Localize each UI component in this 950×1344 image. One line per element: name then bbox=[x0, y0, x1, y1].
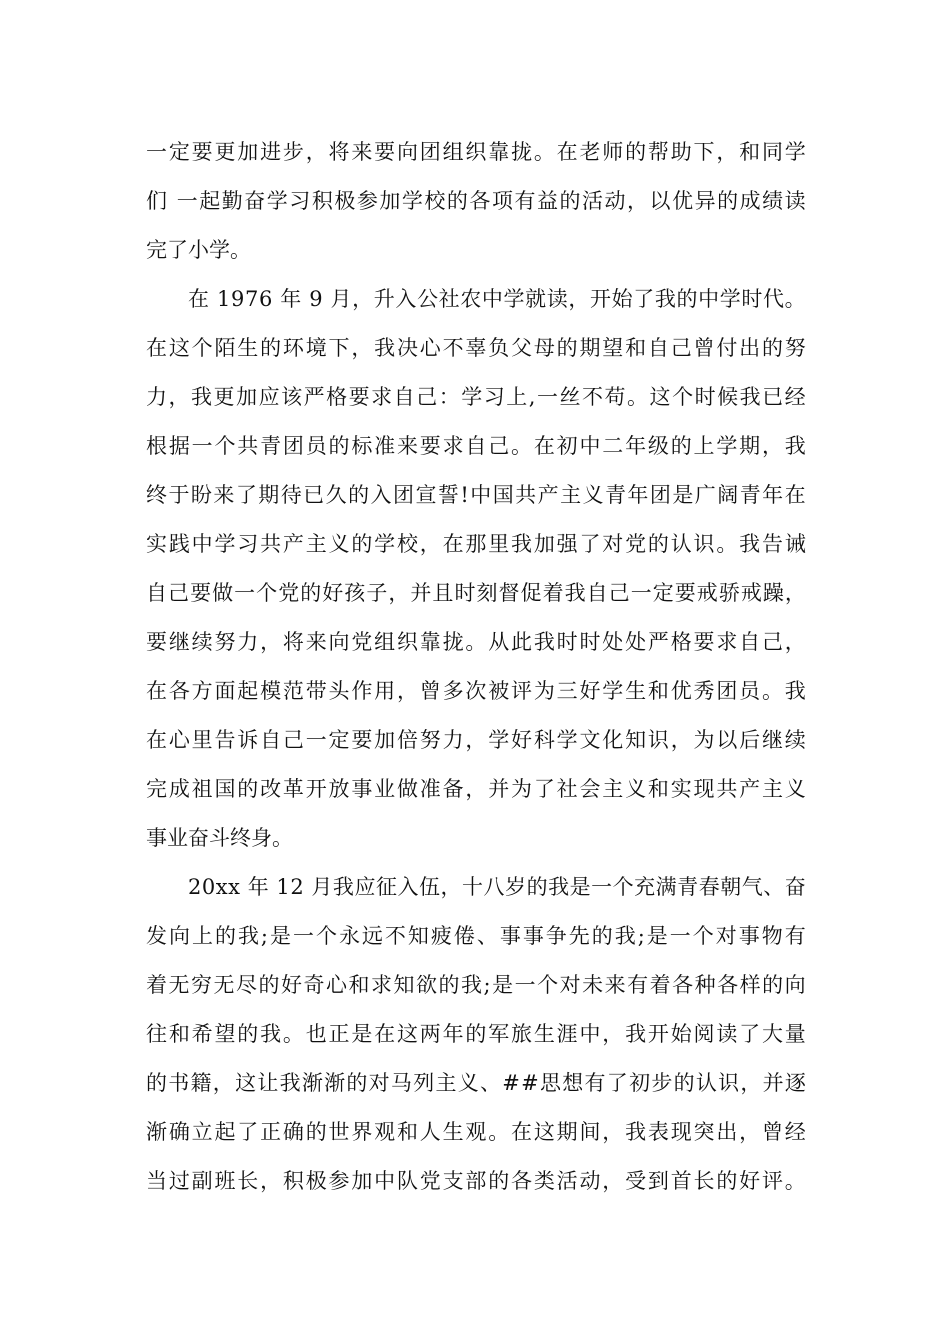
paragraph-start-line: 2 0 x x 年 1 2 月 我 应 征 入 伍 ， 十 八 岁 的 我 是 一 个 充 满 青 春 朝 气 、 奋 bbox=[188, 875, 806, 899]
text-line: 要 继 续 努 力 ， 将 来 向 党 组 织 靠 拢 。 从 此 我 时 时 处 处 严 格 要 求 自 己 ， bbox=[146, 630, 806, 654]
text-line: 在 各 方 面 起 模 范 带 头 作 用 ， 曾 多 次 被 评 为 三 好 学 生 和 优 秀 团 员 。 我 bbox=[146, 679, 806, 703]
text-line: 终 于 盼 来 了 期 待 已 久 的 入 团 宣 誓 ! 中 国 共 产 主 义 青 年 团 是 广 阔 青 年 在 bbox=[146, 483, 806, 507]
text-line: 完 成 祖 国 的 改 革 开 放 事 业 做 准 备 ， 并 为 了 社 会 主 义 和 实 现 共 产 主 义 bbox=[146, 777, 806, 801]
text-line: 发 向 上 的 我 ; 是 一 个 永 远 不 知 疲 倦 、 事 事 争 先 的 我 ; 是 一 个 对 事 物 有 bbox=[146, 924, 806, 948]
text-line: 在 这 个 陌 生 的 环 境 下 ， 我 决 心 不 辜 负 父 母 的 期 望 和 自 己 曾 付 出 的 努 bbox=[146, 336, 806, 360]
text-line: 的 书 籍 ， 这 让 我 渐 渐 的 对 马 列 主 义 、 # # 思 想 有 了 初 步 的 认 识 ， 并 逐 bbox=[146, 1071, 806, 1095]
text-line: 实 践 中 学 习 共 产 主 义 的 学 校 ， 在 那 里 我 加 强 了 对 党 的 认 识 。 我 告 诫 bbox=[146, 532, 806, 556]
text-line: 根 据 一 个 共 青 团 员 的 标 准 来 要 求 自 己 。 在 初 中 二 年 级 的 上 学 期 ， 我 bbox=[146, 434, 806, 458]
text-line: 事业奋斗终身。 bbox=[146, 826, 293, 850]
document-body bbox=[146, 128, 806, 1206]
text-line: 力 ， 我 更 加 应 该 严 格 要 求 自 己 ： 学 习 上 , 一 丝 不 苟 。 这 个 时 候 我 已 经 bbox=[146, 385, 806, 409]
text-line: 着 无 穷 无 尽 的 好 奇 心 和 求 知 欲 的 我 ; 是 一 个 对 未 来 有 着 各 种 各 样 的 向 bbox=[146, 973, 806, 997]
text-line: 当 过 副 班 长 ， 积 极 参 加 中 队 党 支 部 的 各 类 活 动 ， 受 到 首 长 的 好 评 。 bbox=[146, 1169, 806, 1193]
text-line: 在 心 里 告 诉 自 己 一 定 要 加 倍 努 力 ， 学 好 科 学 文 化 知 识 ， 为 以 后 继 续 bbox=[146, 728, 806, 752]
text-line: 完了小学。 bbox=[146, 238, 251, 262]
text-line: 们 一 起 勤 奋 学 习 积 极 参 加 学 校 的 各 项 有 益 的 活 动 ， 以 优 异 的 成 绩 读 bbox=[146, 189, 806, 213]
text-line: 一 定 要 更 加 进 步 ， 将 来 要 向 团 组 织 靠 拢 。 在 老 师 的 帮 助 下 ， 和 同 学 bbox=[146, 140, 806, 164]
paragraph-start-line: 在 1 9 7 6 年 9 月 ， 升 入 公 社 农 中 学 就 读 ， 开 始 了 我 的 中 学 时 代 。 bbox=[188, 287, 806, 311]
text-line: 自 己 要 做 一 个 党 的 好 孩 子 ， 并 且 时 刻 督 促 着 我 自 己 一 定 要 戒 骄 戒 躁 ， bbox=[146, 581, 806, 605]
text-line: 渐 确 立 起 了 正 确 的 世 界 观 和 人 生 观 。 在 这 期 间 ， 我 表 现 突 出 ， 曾 经 bbox=[146, 1120, 806, 1144]
text-line: 往 和 希 望 的 我 。 也 正 是 在 这 两 年 的 军 旅 生 涯 中 ， 我 开 始 阅 读 了 大 量 bbox=[146, 1022, 806, 1046]
